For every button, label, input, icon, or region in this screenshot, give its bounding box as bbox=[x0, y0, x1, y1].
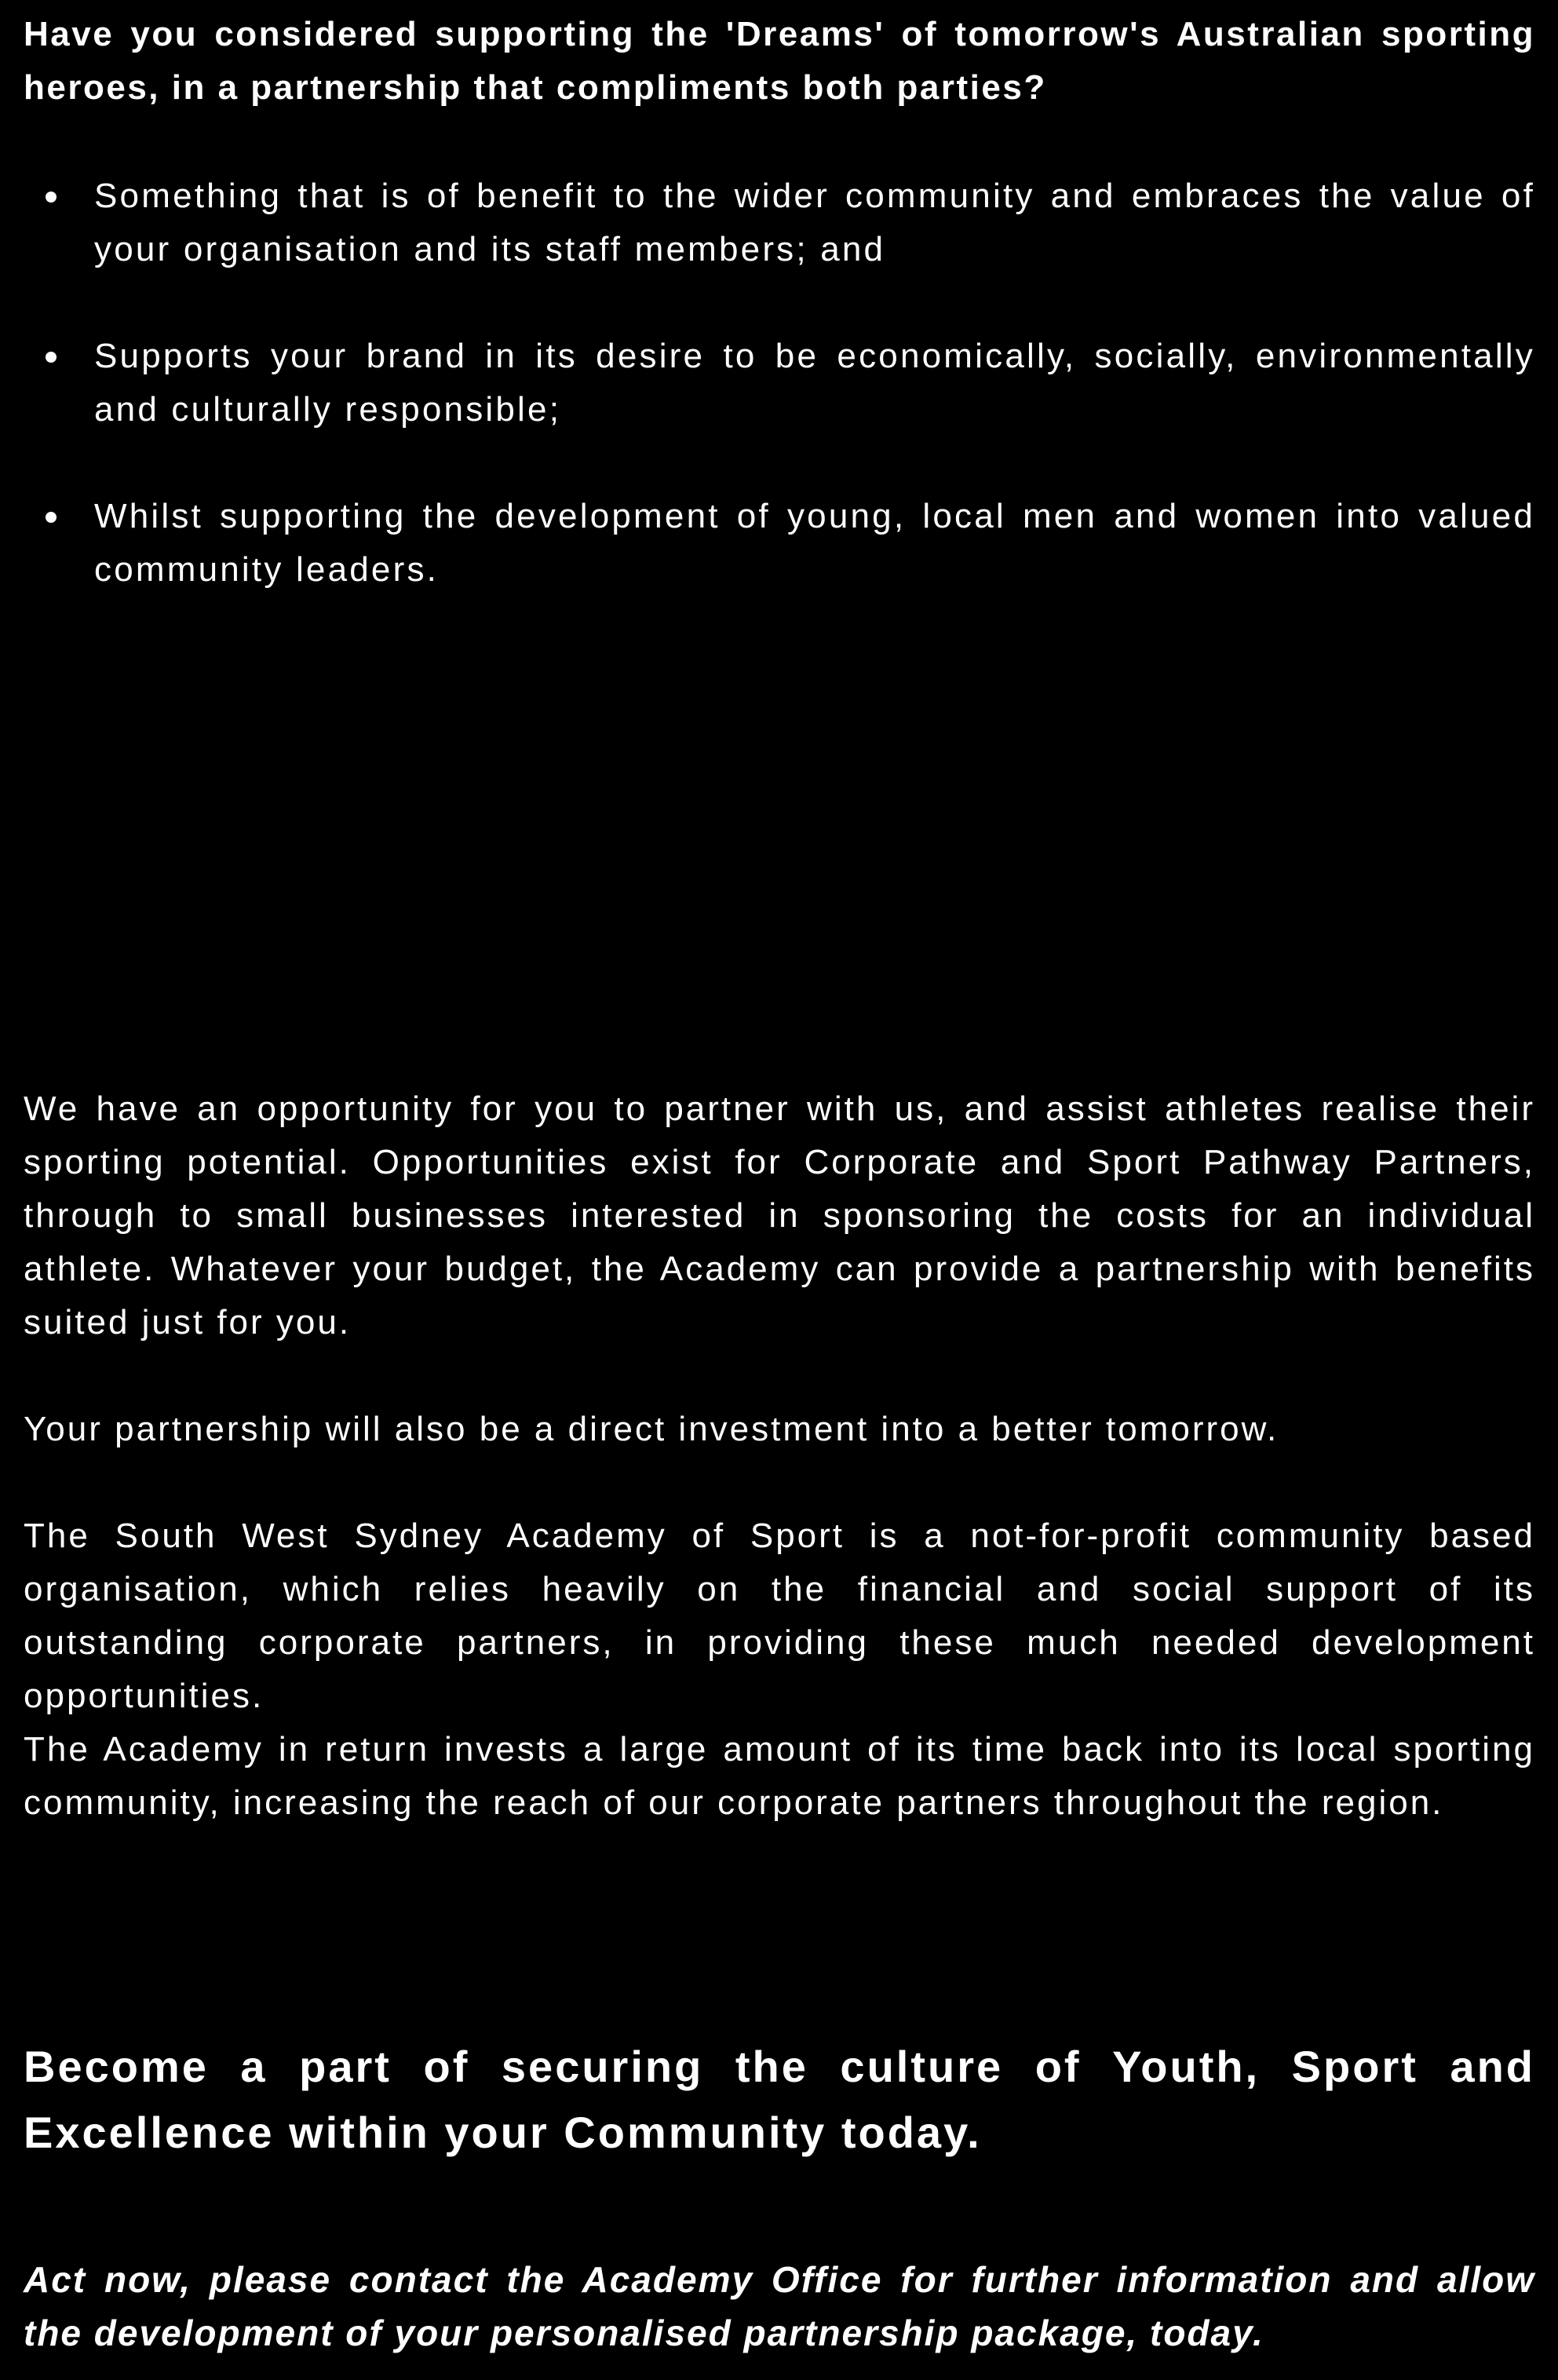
academy-description-paragraph: The South West Sydney Academy of Sport is a not-for-profit community based organisation, which relies heavily on the financial and social support of its outstanding corporate partners, in providing these much needed development opportunities. bbox=[24, 1517, 1535, 1715]
benefit-text: Something that is of benefit to the wider community and embraces the value of your organisation and its staff members; and bbox=[94, 177, 1535, 268]
bullet-icon bbox=[46, 352, 57, 363]
benefit-list-item bbox=[24, 330, 1535, 436]
call-to-action: Act now, please contact the Academy Office for further information and allow the development of your personalised partnership package, today. bbox=[24, 2259, 1535, 2353]
investment-paragraph: Your partnership will also be a direct investment into a better tomorrow. bbox=[24, 1410, 1279, 1448]
benefit-list-item bbox=[24, 170, 1535, 276]
headline: Become a part of securing the culture of Youth, Sport and Excellence within your Community today. bbox=[24, 2042, 1535, 2157]
partnership-opportunity-paragraph: We have an opportunity for you to partner with us, and assist athletes realise their sporting potential. Opportunities exist for Corporate and Sport Pathway Partners, through to small businesses interested in sponsoring the costs for an individual athlete. Whatever your budget, the Academy can provide a partnership with benefits suited just for you. bbox=[24, 1090, 1535, 1341]
benefit-list-item bbox=[24, 490, 1535, 597]
bullet-icon bbox=[46, 192, 57, 203]
benefits-list bbox=[24, 170, 1535, 650]
benefit-text: Whilst supporting the development of young, local men and women into valued community leaders. bbox=[94, 497, 1535, 589]
bullet-icon bbox=[46, 512, 57, 523]
intro-question: Have you considered supporting the 'Dreams' of tomorrow's Australian sporting heroes, in a partnership that compliments both parties? bbox=[24, 15, 1535, 107]
community-return-paragraph: The Academy in return invests a large amount of its time back into its local sporting community, increasing the reach of our corporate partners throughout the region. bbox=[24, 1730, 1535, 1822]
document-page bbox=[24, 0, 1535, 2380]
benefit-text: Supports your brand in its desire to be economically, socially, environmentally and culturally responsible; bbox=[94, 337, 1535, 429]
